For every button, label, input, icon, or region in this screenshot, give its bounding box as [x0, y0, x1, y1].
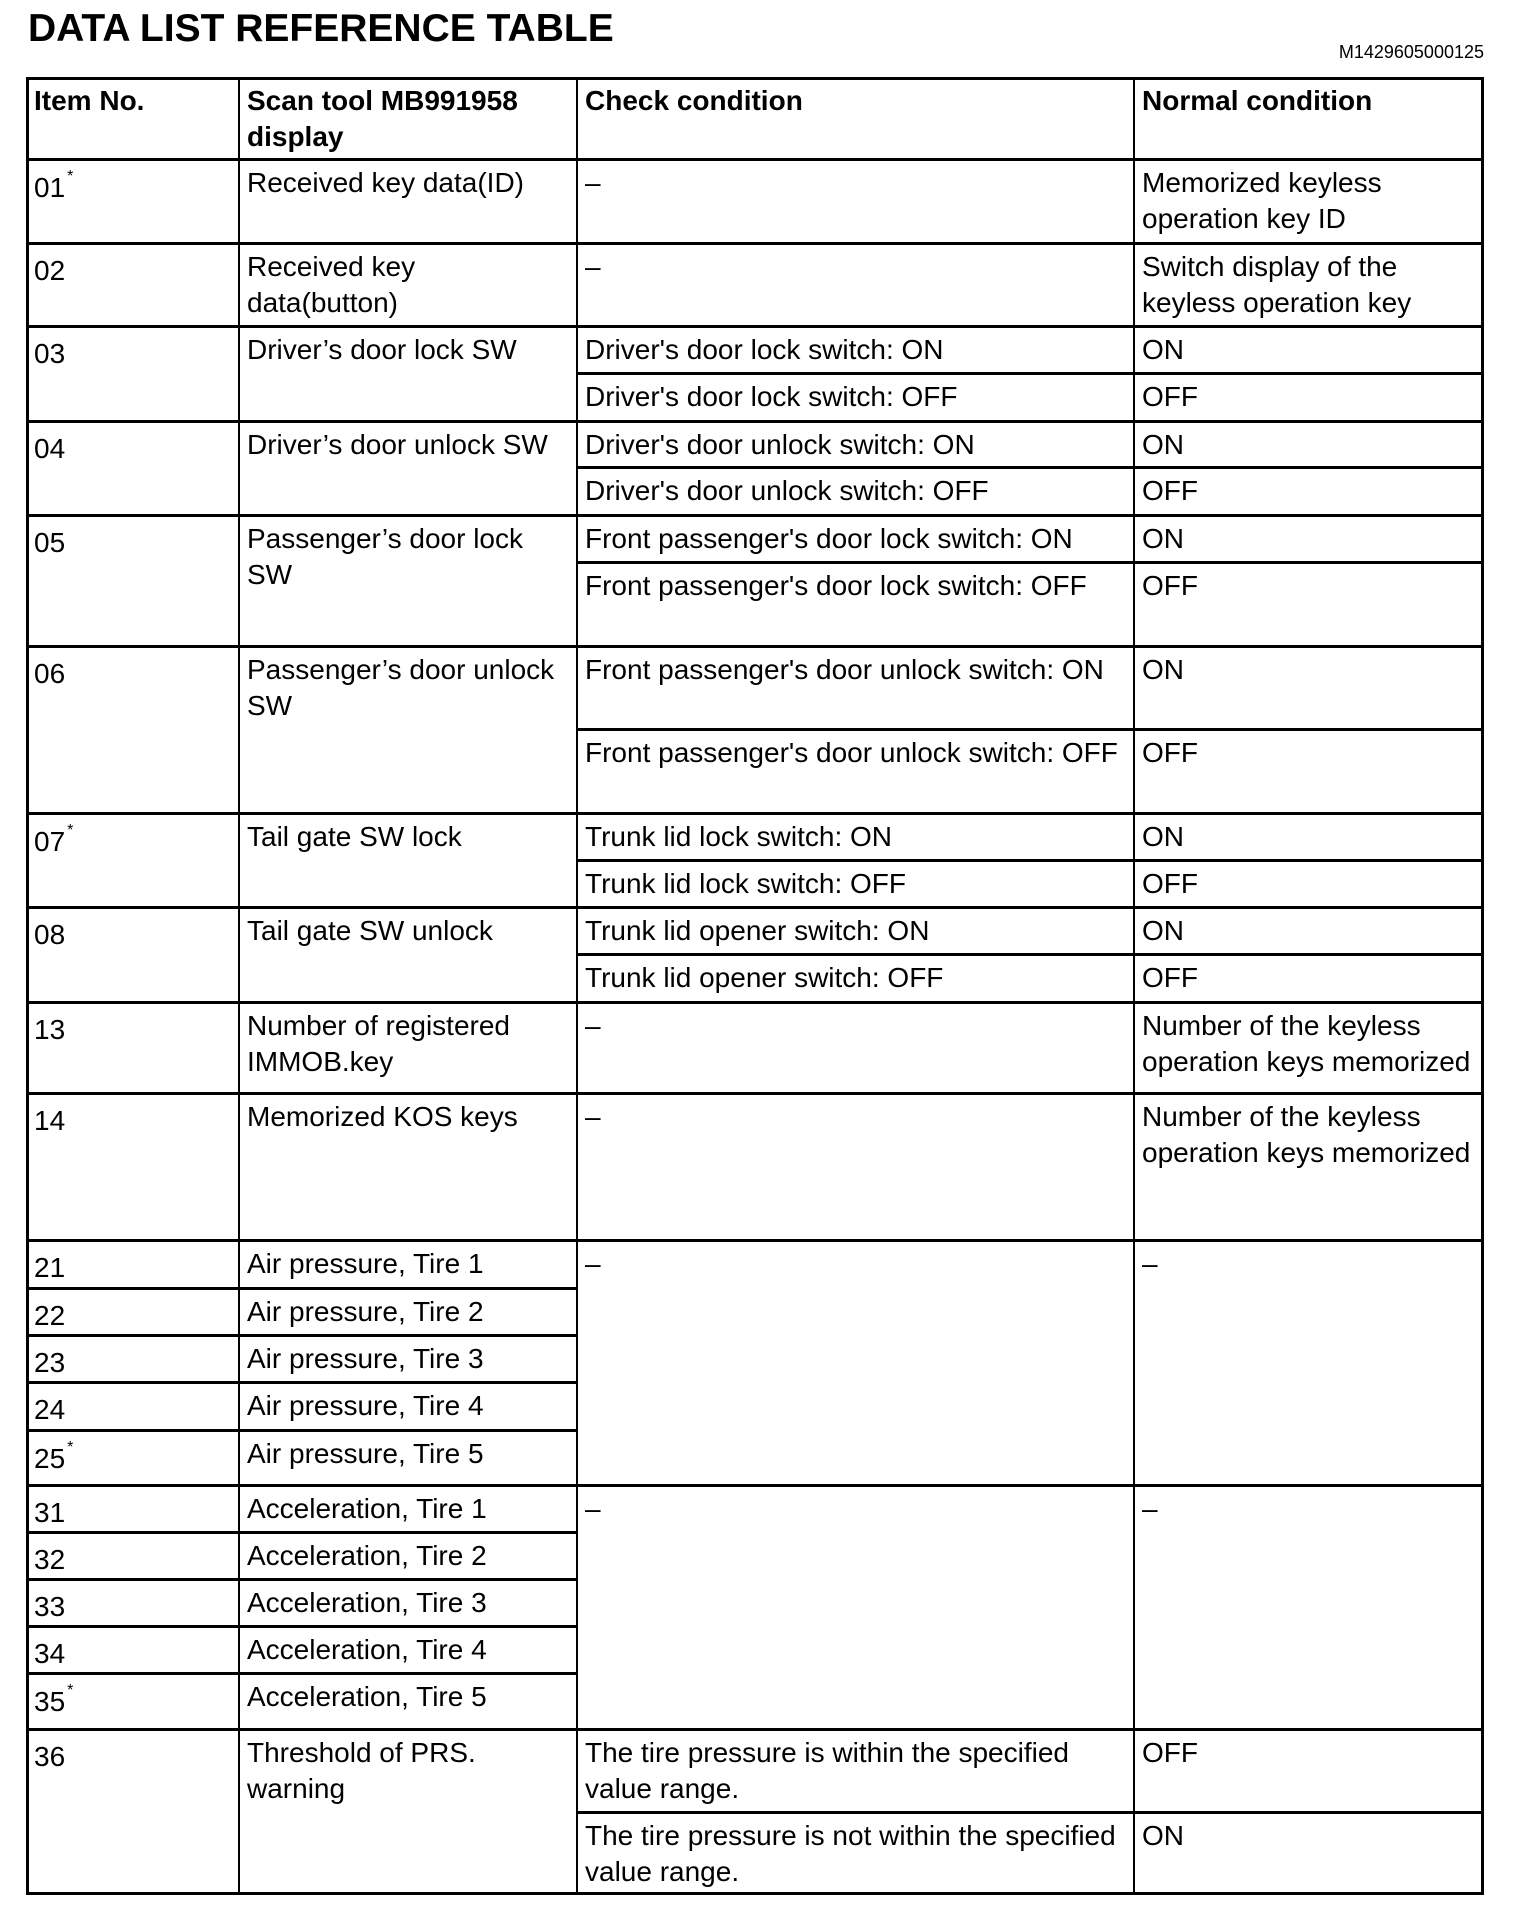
row-divider	[26, 645, 1484, 648]
item-number	[26, 1430, 239, 1485]
item-number	[26, 159, 239, 243]
item-number-text: 35	[34, 1686, 66, 1718]
row-divider	[26, 906, 1484, 909]
sub-row-divider	[26, 1381, 577, 1384]
column-divider	[1133, 77, 1135, 1895]
normal-condition: ON	[1142, 1820, 1184, 1851]
item-number-text: 07	[34, 826, 66, 858]
scan-tool-display: Air pressure, Tire 4	[247, 1390, 484, 1421]
item-number	[26, 813, 239, 907]
check-condition: –	[585, 251, 601, 282]
normal-condition: –	[1142, 1248, 1158, 1279]
row-divider	[26, 1728, 1484, 1731]
check-condition: Trunk lid lock switch: ON	[585, 821, 893, 852]
item-number	[26, 1532, 239, 1579]
item-number	[26, 646, 239, 813]
sub-row-divider	[577, 728, 1484, 731]
scan-tool-display: Threshold of PRS. warning	[247, 1737, 476, 1804]
sub-row-divider	[577, 372, 1484, 375]
row-divider	[26, 1239, 1484, 1242]
column-header-scan-tool-display: Scan tool MB991958 display	[247, 85, 518, 152]
item-number-text: 14	[34, 1105, 66, 1136]
check-condition: –	[585, 1248, 601, 1279]
normal-condition: –	[1142, 1493, 1158, 1524]
item-number-text: 31	[34, 1497, 66, 1528]
header-divider	[26, 158, 1484, 161]
check-condition: –	[585, 1101, 601, 1132]
footnote-marker: *	[67, 1439, 74, 1456]
scan-tool-display: Driver’s door lock SW	[247, 334, 517, 365]
check-condition: The tire pressure is not within the specified value range.	[585, 1820, 1116, 1887]
row-divider	[26, 1484, 1484, 1487]
scan-tool-display: Passenger’s door lock SW	[247, 523, 524, 590]
sub-row-divider	[26, 1625, 577, 1628]
data-list-reference-table	[26, 77, 1484, 1895]
check-condition: Front passenger's door lock switch: ON	[585, 523, 1073, 554]
check-condition: Driver's door unlock switch: OFF	[585, 475, 989, 506]
item-number	[26, 515, 239, 646]
scan-tool-display: Tail gate SW unlock	[247, 915, 493, 946]
check-condition: Driver's door lock switch: ON	[585, 334, 944, 365]
scan-tool-display: Tail gate SW lock	[247, 821, 462, 852]
item-number	[26, 1002, 239, 1093]
normal-condition: ON	[1142, 429, 1184, 460]
check-condition: –	[585, 1493, 601, 1524]
row-divider	[26, 325, 1484, 328]
row-divider	[26, 1092, 1484, 1095]
item-number	[26, 1382, 239, 1430]
item-number-text: 01	[34, 172, 66, 204]
sub-row-divider	[577, 1811, 1484, 1814]
normal-condition: OFF	[1142, 381, 1198, 412]
sub-row-divider	[577, 859, 1484, 862]
item-number-text: 04	[34, 433, 66, 464]
item-number-text: 32	[34, 1544, 66, 1575]
row-divider	[26, 514, 1484, 517]
normal-condition: OFF	[1142, 570, 1198, 601]
scan-tool-display: Air pressure, Tire 2	[247, 1296, 484, 1327]
scan-tool-display: Acceleration, Tire 3	[247, 1587, 487, 1618]
item-number	[26, 1288, 239, 1335]
scan-tool-display: Passenger’s door unlock SW	[247, 654, 555, 721]
item-number-text: 06	[34, 658, 66, 689]
item-number	[26, 421, 239, 515]
column-divider	[238, 77, 240, 1895]
sub-row-divider	[577, 561, 1484, 564]
scan-tool-display: Number of registered IMMOB.key	[247, 1010, 511, 1077]
item-number	[26, 1240, 239, 1288]
sub-row-divider	[26, 1287, 577, 1290]
normal-condition: Switch display of the keyless operation key	[1142, 251, 1412, 318]
scan-tool-display: Acceleration, Tire 4	[247, 1634, 487, 1665]
sub-row-divider	[26, 1429, 577, 1432]
check-condition: The tire pressure is within the specified value range.	[585, 1737, 1069, 1804]
item-number-text: 36	[34, 1741, 66, 1772]
item-number	[26, 1626, 239, 1673]
check-condition: –	[585, 1010, 601, 1041]
item-number-text: 05	[34, 527, 66, 558]
normal-condition: OFF	[1142, 962, 1198, 993]
scan-tool-display: Air pressure, Tire 3	[247, 1343, 484, 1374]
normal-condition: ON	[1142, 654, 1184, 685]
sub-row-divider	[26, 1672, 577, 1675]
footnote-marker: *	[67, 822, 74, 839]
scan-tool-display: Acceleration, Tire 5	[247, 1681, 487, 1712]
normal-condition: OFF	[1142, 868, 1198, 899]
column-header-normal-condition: Normal condition	[1142, 85, 1373, 116]
item-number-text: 22	[34, 1300, 66, 1331]
sub-row-divider	[26, 1531, 577, 1534]
check-condition: Trunk lid opener switch: OFF	[585, 962, 944, 993]
check-condition: –	[585, 167, 601, 198]
check-condition: Front passenger's door unlock switch: ON	[585, 654, 1104, 685]
normal-condition: ON	[1142, 821, 1184, 852]
check-condition: Driver's door unlock switch: ON	[585, 429, 975, 460]
item-number	[26, 1579, 239, 1626]
item-number	[26, 1093, 239, 1240]
sub-row-divider	[26, 1578, 577, 1581]
normal-condition: OFF	[1142, 1737, 1198, 1768]
check-condition: Front passenger's door unlock switch: OFF	[585, 737, 1118, 768]
item-number	[26, 1485, 239, 1532]
scan-tool-display: Air pressure, Tire 5	[247, 1438, 484, 1469]
normal-condition: ON	[1142, 523, 1184, 554]
row-divider	[26, 1001, 1484, 1004]
check-condition: Driver's door lock switch: OFF	[585, 381, 958, 412]
document-id: M1429605000125	[1338, 42, 1484, 62]
item-number-text: 23	[34, 1347, 66, 1378]
normal-condition: Memorized keyless operation key ID	[1142, 167, 1382, 234]
column-header-check-condition: Check condition	[585, 85, 803, 116]
normal-condition: ON	[1142, 915, 1184, 946]
scan-tool-display: Air pressure, Tire 1	[247, 1248, 484, 1279]
scan-tool-display: Received key data(ID)	[247, 167, 525, 198]
item-number-text: 34	[34, 1638, 66, 1669]
page-title: DATA LIST REFERENCE TABLE	[28, 7, 614, 50]
item-number-text: 02	[34, 255, 66, 286]
item-number	[26, 326, 239, 421]
normal-condition: OFF	[1142, 475, 1198, 506]
normal-condition: Number of the keyless operation keys memorized	[1142, 1010, 1471, 1077]
normal-condition: OFF	[1142, 737, 1198, 768]
item-number	[26, 907, 239, 1002]
item-number-text: 25	[34, 1443, 66, 1475]
column-header-item-no: Item No.	[34, 85, 145, 116]
row-divider	[26, 420, 1484, 423]
check-condition: Front passenger's door lock switch: OFF	[585, 570, 1087, 601]
scan-tool-display: Received key data(button)	[247, 251, 416, 318]
normal-condition: ON	[1142, 334, 1184, 365]
scan-tool-display: Memorized KOS keys	[247, 1101, 518, 1132]
sub-row-divider	[577, 953, 1484, 956]
normal-condition: Number of the keyless operation keys memorized	[1142, 1101, 1471, 1168]
scan-tool-display: Driver’s door unlock SW	[247, 429, 548, 460]
sub-row-divider	[26, 1334, 577, 1337]
item-number-text: 13	[34, 1014, 66, 1045]
row-divider	[26, 242, 1484, 245]
item-number-text: 21	[34, 1252, 66, 1283]
item-number	[26, 243, 239, 326]
item-number-text: 24	[34, 1394, 66, 1425]
check-condition: Trunk lid lock switch: OFF	[585, 868, 907, 899]
footnote-marker: *	[67, 168, 74, 185]
item-number-text: 08	[34, 919, 66, 950]
item-number-text: 03	[34, 338, 66, 369]
scan-tool-display: Acceleration, Tire 1	[247, 1493, 487, 1524]
scan-tool-display: Acceleration, Tire 2	[247, 1540, 487, 1571]
item-number	[26, 1729, 239, 1895]
sub-row-divider	[577, 466, 1484, 469]
column-divider	[576, 77, 578, 1895]
footnote-marker: *	[67, 1682, 74, 1699]
item-number	[26, 1335, 239, 1382]
item-number	[26, 1673, 239, 1729]
item-number-text: 33	[34, 1591, 66, 1622]
row-divider	[26, 812, 1484, 815]
check-condition: Trunk lid opener switch: ON	[585, 915, 930, 946]
